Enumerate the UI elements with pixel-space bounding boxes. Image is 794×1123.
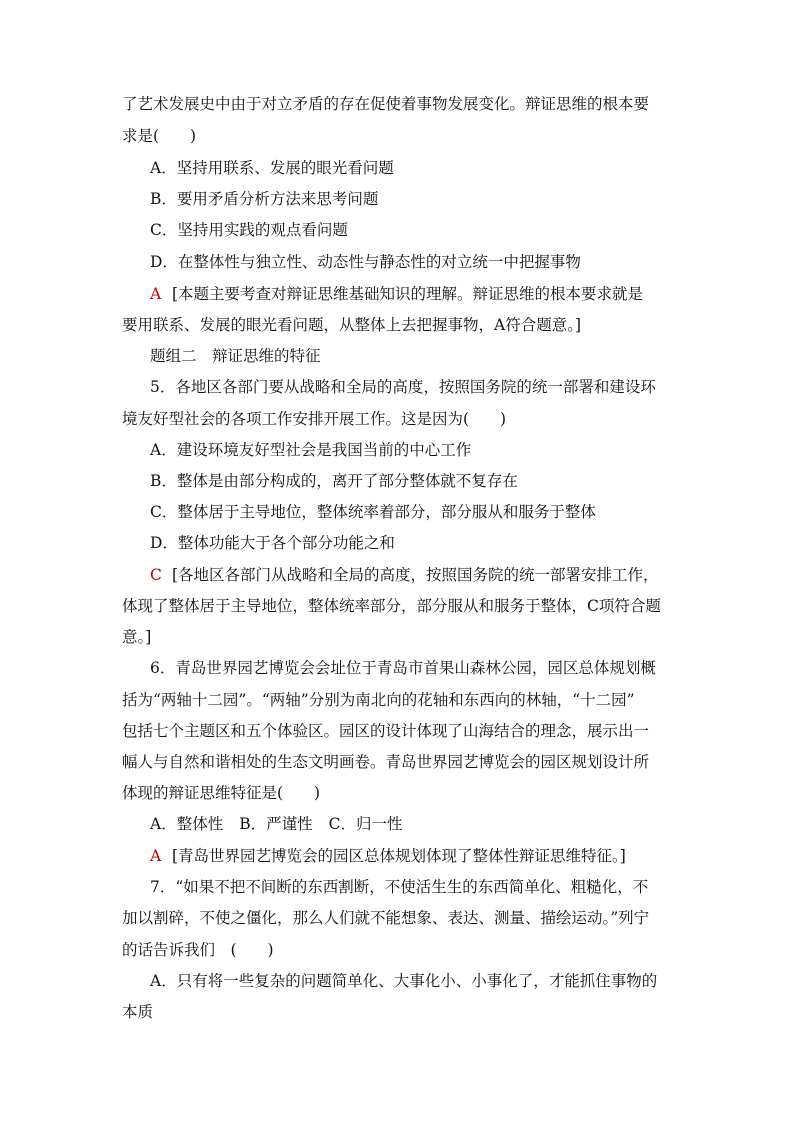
text-line: 意。] xyxy=(122,628,152,646)
option-c: C．坚持用实践的观点看问题 xyxy=(150,221,348,239)
text-line: 体现的辩证思维特征是( ) xyxy=(122,784,321,802)
text-line: 加以割碎，不使之僵化，那么人们就不能想象、表达、测量、描绘运动。”列宁 xyxy=(122,909,650,927)
option-d: D．在整体性与独立性、动态性与静态性的对立统一中把握事物 xyxy=(150,253,581,271)
text-line: 了艺术发展史中由于对立矛盾的存在促使着事物发展变化。辩证思维的根本要 xyxy=(122,95,650,113)
option-d: D．整体功能大于各个部分功能之和 xyxy=(150,534,395,552)
answer-explanation xyxy=(150,846,710,866)
text-line: 包括七个主题区和五个体验区。园区的设计体现了山海结合的理念，展示出一 xyxy=(122,722,650,740)
question-5: 5．各地区各部门要从战略和全局的高度，按照国务院的统一部署和建设环 xyxy=(150,378,656,396)
option-a: A．整体性 xyxy=(150,815,224,833)
text-line: 境友好型社会的各项工作安排开展工作。这是因为( ) xyxy=(122,410,507,428)
text-line: 体现了整体居于主导地位，整体统率部分，部分服从和服务于整体，C项符合题 xyxy=(122,597,661,615)
answer-letter: A xyxy=(150,847,162,865)
text-line: 括为“两轴十二园”。“两轴”分别为南北向的花轴和东西向的林轴，“十二园” xyxy=(122,691,635,709)
option-c: C．归一性 xyxy=(328,815,403,833)
question-7: 7．“如果不把不间断的东西割断，不使活生生的东西简单化、粗糙化，不 xyxy=(150,878,649,896)
answer-letter: A xyxy=(150,285,162,303)
answer-explanation xyxy=(150,284,710,304)
options-row xyxy=(150,814,710,834)
option-a: A．坚持用联系、发展的眼光看问题 xyxy=(150,159,394,177)
text-line: 本质 xyxy=(122,1003,154,1021)
answer-explanation xyxy=(150,565,710,585)
section-heading: 题组二 辩证思维的特征 xyxy=(150,347,321,365)
text-line: 的话告诉我们 ( ) xyxy=(122,941,274,959)
text-line: 求是( ) xyxy=(122,127,197,145)
option-c: C．整体居于主导地位，整体统率着部分，部分服从和服务于整体 xyxy=(150,503,596,521)
answer-letter: C xyxy=(150,566,162,584)
explanation-text: [各地区各部门从战略和全局的高度，按照国务院的统一部署安排工作， xyxy=(172,566,659,584)
option-b: B．严谨性 xyxy=(239,815,313,833)
question-6: 6．青岛世界园艺博览会会址位于青岛市首果山森林公园，园区总体规划概 xyxy=(150,659,656,677)
option-b: B．要用矛盾分析方法来思考问题 xyxy=(150,190,379,208)
text-line: 幅人与自然和谐相处的生态文明画卷。青岛世界园艺博览会的园区规划设计所 xyxy=(122,753,650,771)
option-a: A．只有将一些复杂的问题简单化、大事化小、小事化了，才能抓住事物的 xyxy=(150,972,658,990)
option-b: B．整体是由部分构成的，离开了部分整体就不复存在 xyxy=(150,472,518,490)
explanation-text: [青岛世界园艺博览会的园区总体规划体现了整体性辩证思维特征。] xyxy=(172,847,626,865)
option-a: A．建设环境友好型社会是我国当前的中心工作 xyxy=(150,441,472,459)
text-line: 要用联系、发展的眼光看问题，从整体上去把握事物，A符合题意。] xyxy=(122,316,581,334)
explanation-text: [本题主要考查对辩证思维基础知识的理解。辩证思维的根本要求就是 xyxy=(172,285,644,303)
